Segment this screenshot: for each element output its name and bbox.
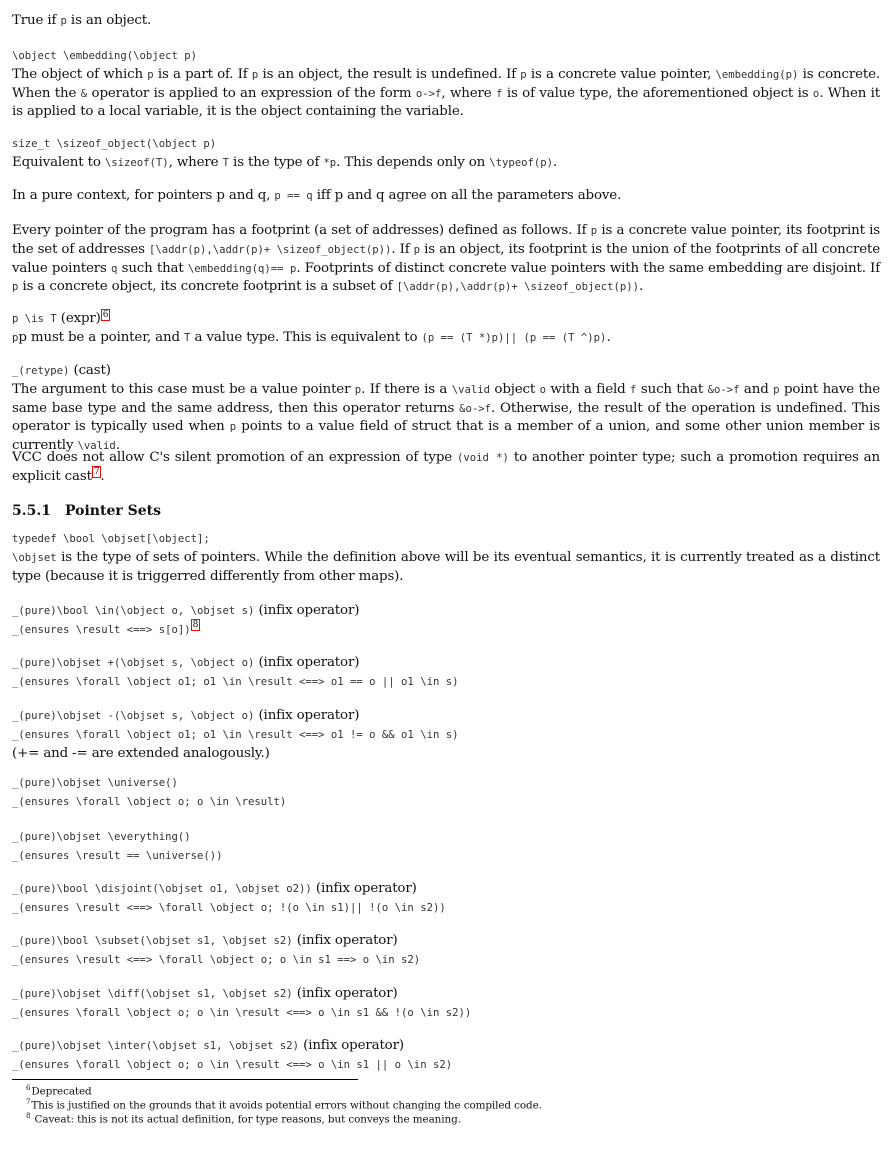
operator-signature: _(pure)\objset \everything() [12,831,191,843]
operator-ensures: _(ensures \result <==> \forall \object o; !(o \in s1)|| !(o \in s2)) [12,901,446,914]
objset-operator [12,985,880,1023]
operator-ensures: _(ensures \result <==> \forall \object o; o \in s1 ==> o \in s2) [12,953,421,966]
footnote-ref-6[interactable]: 6 [102,309,109,320]
section-heading [12,503,880,521]
objset-definition [12,531,880,585]
section-number: 5.5.1 [12,503,51,519]
objset-operator [12,707,880,762]
footnote-ref-7[interactable]: 7 [93,467,100,478]
operator-ensures: _(ensures \result == \universe()) [12,849,223,862]
embedding-signature: \object \embedding(\object p) [12,50,197,62]
operator-signature: _(pure)\objset -(\objset s, \object o) (infix operator) [12,708,360,723]
section-title: Pointer Sets [64,503,161,519]
retype-description: The argument to this case must be a value pointer p. If there is a \valid object o with a field f such that &o->f and p point have the same base type and the same address, then this operator returns &o->f. Otherwise, the result of the operation is undefined. This operator is typically used when p points to a value field of struct that is a member of a union, and some other union member is currently \valid. [12,381,881,454]
embedding-definition [12,48,880,121]
operator-ensures: _(ensures \forall \object o; o \in \result <==> o \in s1 && !(o \in s2)) [12,1006,472,1019]
operator-signature: _(pure)\objset \diff(\objset s1, \objset s2) (infix operator) [12,986,398,1001]
operator-ensures: _(ensures \forall \object o1; o1 \in \result <==> o1 != o && o1 \in s) [12,728,459,741]
objset-operator [12,602,880,640]
is-operator-signature: p \is T (expr) $^6$ [12,309,109,326]
embedding-description: The object of which p is a part of. If p is an object, the result is undefined. If p is a concrete value pointer, \embedding(p) is concrete. When the & operator is applied to an expression of the form o->f, where f is of value type, the aforementioned object is o. When it is applied to a local variable, it is the object containing the variable. [12,66,881,120]
operator-signature: _(pure)\bool \subset(\objset s1, \objset s2) (infix operator) [12,933,398,948]
objset-operator [12,880,880,918]
operator-signature: _(pure)\bool \in(\object o, \objset s) (infix operator) [12,603,360,618]
operator-ensures: _(ensures \result <==> s[o]) $^8$ [12,620,199,636]
footnote-8: $^8$ Caveat: this is not its actual definition, for type reasons, but conveys the meaning. [26,1112,461,1126]
footnote-rule [12,1079,358,1080]
objset-typedef: typedef \bool \objset[\object]; [12,533,210,545]
objset-operator [12,932,880,970]
inline-code: p [60,15,67,27]
operator-signature: _(pure)\objset \inter(\objset s1, \objset s2) (infix operator) [12,1038,404,1053]
operator-signature: _(pure)\objset \universe() [12,777,178,789]
objset-description: \objset is the type of sets of pointers. While the definition above will be its eventual semantics, it is currently treated as a distinct type (because it is triggerred differently from other maps). [12,549,880,584]
pure-context-paragraph: In a pure context, for pointers p and q, p == q iff p and q agree on all the parameters above. [12,188,622,203]
sizeof-signature: size_t \sizeof_object(\object p) [12,138,217,150]
objset-operator [12,1037,880,1075]
objset-operator [12,828,880,866]
objset-operator [12,774,880,812]
operator-signature: _(pure)\objset +(\objset s, \object o) (infix operator) [12,655,360,670]
intro-paragraph: True if p is an object. [12,13,152,28]
is-operator-description: pp must be a pointer, and T a value type. This is equivalent to (p == (T *)p)|| (p == (T ^)p). [12,329,611,345]
operator-ensures: _(ensures \forall \object o; o \in \result) [12,795,287,808]
operator-signature: _(pure)\bool \disjoint(\objset o1, \objset o2)) (infix operator) [12,881,417,896]
footnote-6: $^6$Deprecated [26,1084,92,1098]
operator-ensures: _(ensures \forall \object o; o \in \result <==> o \in s1 || o \in s2) [12,1058,453,1071]
footnote-ref-8[interactable]: 8 [192,620,199,631]
is-operator-definition [12,310,880,348]
operator-ensures: _(ensures \forall \object o1; o1 \in \result <==> o1 == o || o1 \in s) [12,675,459,688]
footprint-paragraph: Every pointer of the program has a footprint (a set of addresses) defined as follows. If p is a concrete value pointer, its footprint is the set of addresses [\addr(p),\addr(p)+ \sizeof_object(p)). If p is an object, its footprint is the union of the footprints of all concrete value pointers q such that \embedding(q)== p. Footprints of distinct concrete value pointers with the same embedding are disjoint. If p is a concrete object, its concrete footprint is a subset of [\addr(p),\addr(p)+ \sizeof_object(p)). [12,223,881,295]
retype-definition [12,362,880,456]
retype-signature: _(retype) (cast) [12,363,111,378]
vcc-cast-paragraph: VCC does not allow C's silent promotion of an expression of type (void *) to another pointer type; such a promotion requires an explicit cast $^7$. [12,450,880,484]
footnote-7: $^7$This is justified on the grounds that it avoids potential errors without changing the compiled code. [26,1098,542,1112]
objset-operator [12,654,880,692]
sizeof-description: Equivalent to \sizeof(T), where T is the type of *p. This depends only on \typeof(p). [12,154,558,170]
sizeof-definition [12,136,880,173]
operator-note: (+= and -= are extended analogously.) [12,745,270,761]
